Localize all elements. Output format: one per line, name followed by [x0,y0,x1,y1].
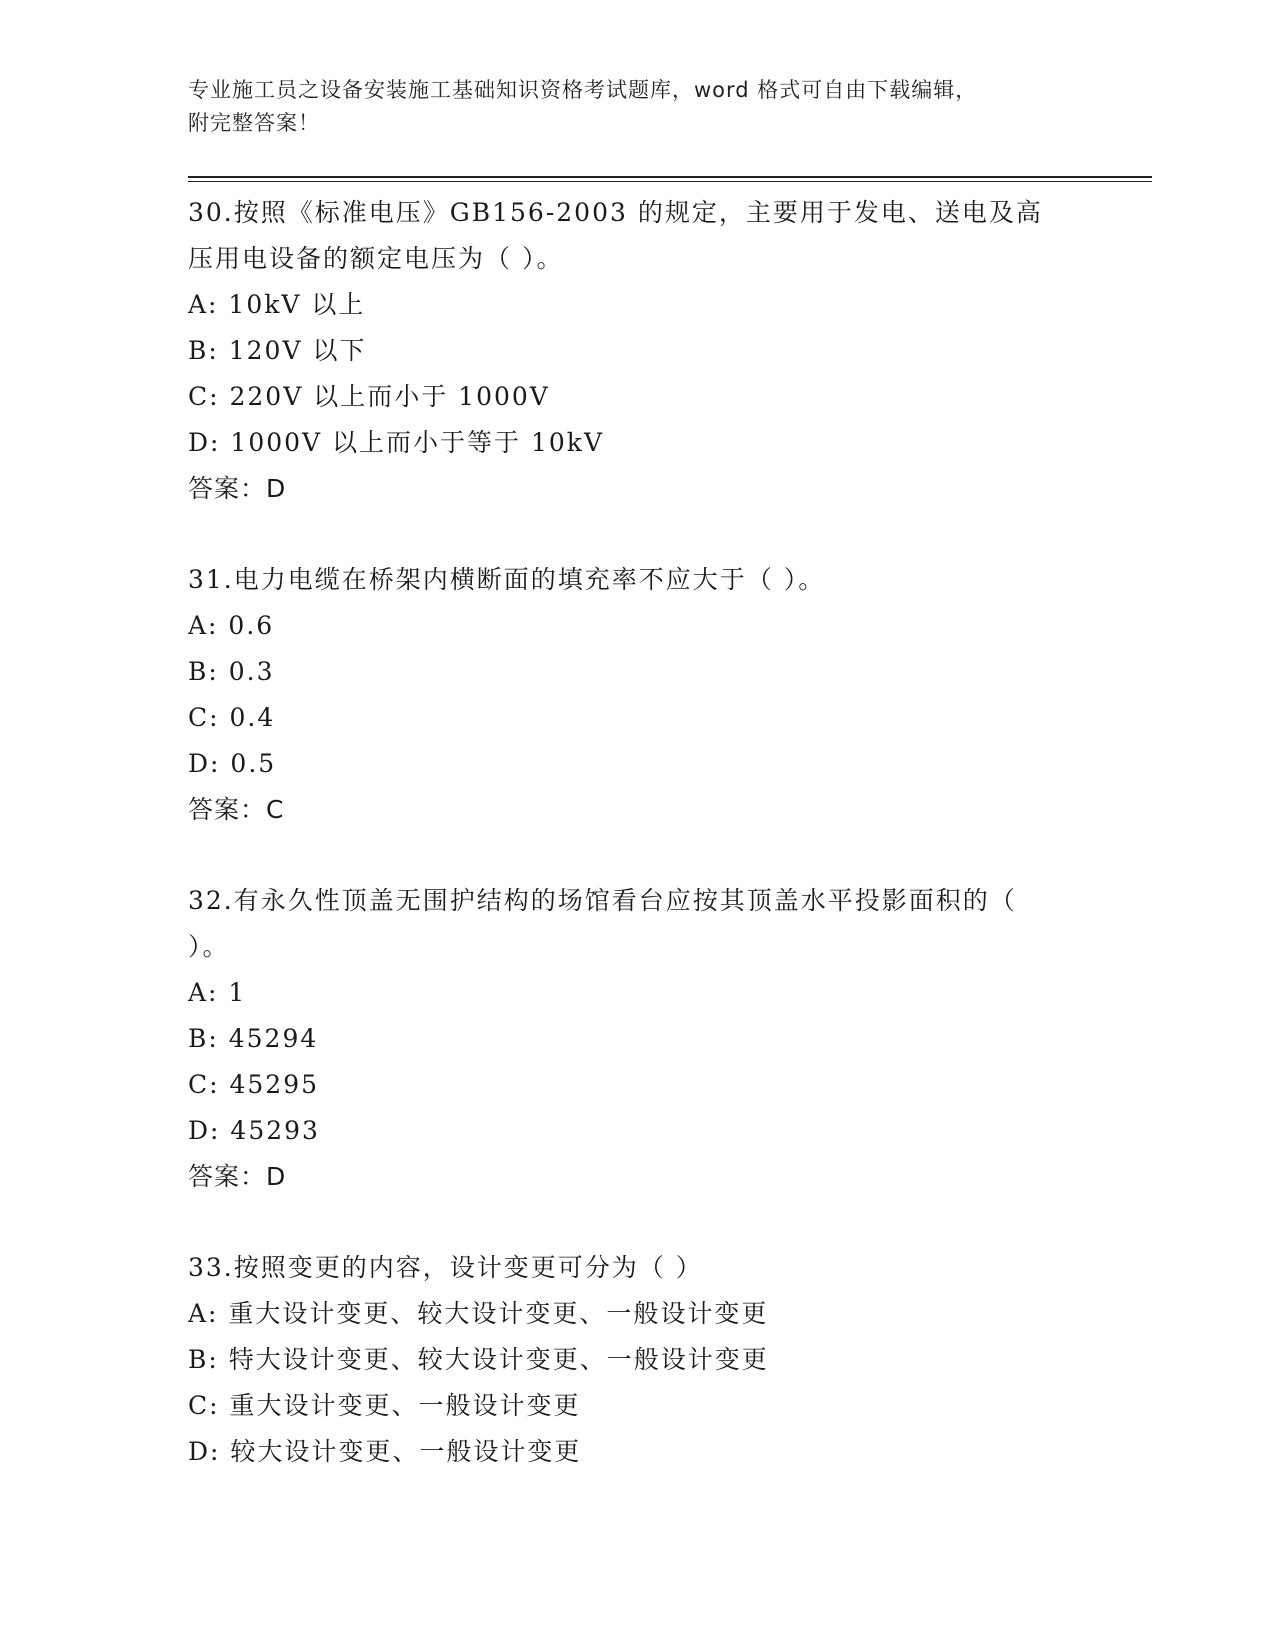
option-b: B: 特大设计变更、较大设计变更、一般设计变更 [188,1345,769,1374]
option-b: B: 120V 以下 [188,336,367,365]
question-stem: 31.电力电缆在桥架内横断面的填充率不应大于（ ）。 [188,565,826,594]
header-line-2: 附完整答案！ [188,111,320,135]
answer-line: 答案：D [188,474,287,503]
question-list [188,190,1088,1520]
option-a: A: 重大设计变更、较大设计变更、一般设计变更 [188,1299,769,1328]
question-stem: 32.有永久性顶盖无围护结构的场馆看台应按其顶盖水平投影面积的（ ）。 [188,886,1027,961]
option-d: D: 0.5 [188,749,277,778]
option-c: C: 220V 以上而小于 1000V [188,382,550,411]
option-d: D: 较大设计变更、一般设计变更 [188,1437,582,1466]
header-line-1: 专业施工员之设备安装施工基础知识资格考试题库，word 格式可自由下载编辑， [188,78,978,102]
document-header [188,74,1088,140]
option-d: D: 45293 [188,1116,320,1145]
question-31 [188,557,1088,833]
option-c: C: 0.4 [188,703,276,732]
option-c: C: 重大设计变更、一般设计变更 [188,1391,581,1420]
answer-line: 答案：D [188,1162,287,1191]
question-stem: 33.按照变更的内容，设计变更可分为（ ） [188,1253,703,1282]
question-30 [188,190,1088,512]
option-b: B: 0.3 [188,657,275,686]
option-a: A: 10kV 以上 [188,290,366,319]
question-32 [188,878,1088,1200]
header-divider-thin [188,181,1152,182]
question-stem: 30.按照《标准电压》GB156-2003 的规定，主要用于发电、送电及高压用电设备的额定电压为（ ）。 [188,198,1043,273]
option-c: C: 45295 [188,1070,320,1099]
option-b: B: 45294 [188,1024,319,1053]
option-a: A: 1 [188,978,247,1007]
question-33 [188,1245,1088,1475]
option-d: D: 1000V 以上而小于等于 10kV [188,428,604,457]
answer-line: 答案：C [188,795,285,824]
option-a: A: 0.6 [188,611,275,640]
header-divider-thick [188,176,1152,178]
